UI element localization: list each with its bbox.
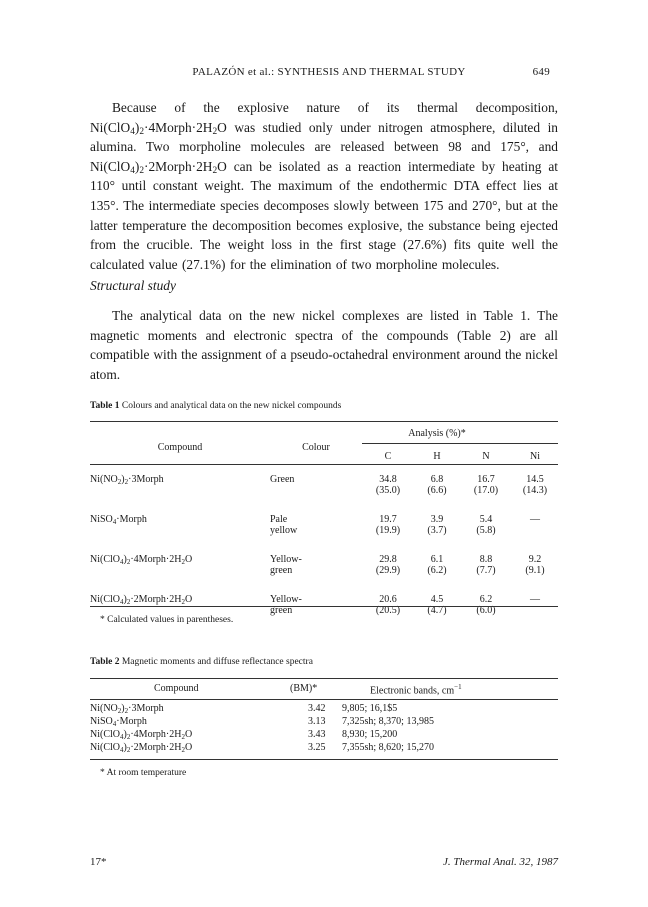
- table2-header-row: [90, 683, 558, 697]
- hydrogen-value: 6.8 (6.6): [427, 474, 447, 496]
- table1: [90, 426, 558, 468]
- text-run: ): [134, 119, 140, 135]
- magnetic-moment-value: 3.25: [308, 742, 326, 753]
- compound-formula: $Ni(ClO_4)_2\cdot 4Morph\cdot 2H_2O$: [90, 554, 193, 566]
- compound-formula: $Ni(ClO_4)_2\cdot 4Morph\cdot 2H_2O$: [90, 729, 193, 741]
- nickel-value: —: [530, 594, 540, 605]
- nitrogen-value: 16.7 (17.0): [473, 474, 499, 496]
- table2-header-rule: [90, 699, 558, 700]
- text-run: ·2Morph·2H: [144, 158, 213, 174]
- compound-formula: NiSO$_4$·Morph: [90, 514, 147, 526]
- nickel-value: 9.2 (9.1): [525, 554, 545, 576]
- text-run: O can be isolated as a reaction intermediate by heating at 110° until constant weight. The maximum of the endothermic DTA effect lies at 135°. The intermediate species decomposes slowly between 175 and 270°, but at the latter temperature the decomposition becomes explosive, the substance being ejected from the crucible. The weight loss in the first stage (27.6%) fits quite well the calculated value (27.1%) for the elimination of two morpholine molecules.: [90, 158, 558, 272]
- nickel-value: 14.5 (14.3): [522, 474, 548, 496]
- colour-value: Pale yellow: [270, 514, 298, 536]
- nitrogen-value: 8.8 (7.7): [476, 554, 496, 576]
- table-row: [90, 742, 558, 755]
- table1-header-analysis: Analysis (%)*: [408, 428, 466, 439]
- electronic-bands-value: 9,805; 16,1$5: [342, 703, 398, 714]
- table1-caption: [90, 401, 341, 411]
- table2-header-bm: (BM)*: [290, 683, 318, 694]
- nitrogen-value: 6.2 (6.0): [476, 594, 496, 616]
- compound-formula: $Ni(NO_2)_2\cdot 3Morph$: [90, 703, 164, 715]
- nickel-value: —: [530, 514, 540, 525]
- paragraph-structural-study: The analytical data on the new nickel complexes are listed in Table 1. The magnetic moments and electronic spectra of the compounds (Table 2) are all compatible with the assignment of a pseudo-octahedral environment around the nickel atom.: [90, 308, 558, 382]
- nitrogen-value: 5.4 (5.8): [476, 514, 496, 536]
- section-heading: Structural study: [90, 278, 176, 293]
- colour-value: Yellow-green: [270, 554, 302, 576]
- paragraph-thermal-decomposition: Because of the explosive nature of its thermal decomposition, $Ni(ClO_4)_2\cdot 4Morph\cdot 2H_2O$ was studied only under nitrogen atmosphere, diluted in alumina. Two morpholine molecules are released between 98 and 175°, and $Ni(ClO_4)_2\cdot 2Morph\cdot 2H_2O$ can be isolated as a reaction intermediate by heating at 110° until constant weight. The maximum of the endothermic DTA effect lies at 135°. The intermediate species decomposes slowly between 175 and 270°, but at the latter temperature the decomposition becomes explosive, the substance being ejected from the crucible. The weight loss in the first stage (27.6%) fits quite well the calculated value (27.1%) for the elimination of two morpholine molecules.: [90, 100, 558, 272]
- table2-body: [90, 703, 558, 755]
- table1-bottom-rule: [90, 606, 558, 607]
- text-run: O was studied only under nitrogen atmosphere, diluted in alumina. Two morpholine molecules are released between 98 and 175°, and Ni(ClO: [90, 119, 558, 174]
- table2-caption-text: Magnetic moments and diffuse reflectance spectra: [121, 657, 313, 667]
- table2-caption: [90, 657, 313, 667]
- carbon-value: 20.6 (20.5): [375, 594, 401, 616]
- table1-header-h: H: [414, 444, 460, 465]
- table2-header-bands: Electronic bands, $cm^{-1}$: [370, 683, 462, 697]
- table1-caption-text: Colours and analytical data on the new nickel compounds: [121, 401, 342, 411]
- magnetic-moment-value: 3.13: [308, 716, 326, 727]
- table1-header-c: C: [362, 444, 414, 465]
- table1-footnote: * Calculated values in parentheses.: [100, 615, 234, 625]
- table-row: [90, 703, 558, 716]
- table2-header-compound: Compound: [154, 683, 199, 694]
- journal-citation: J. Thermal Anal. 32, 1987: [443, 856, 558, 868]
- electronic-bands-value: 8,930; 15,200: [342, 729, 398, 740]
- compound-formula: $Ni(NO_2)_2\cdot 3Morph$: [90, 474, 164, 486]
- carbon-value: 29.8 (29.9): [375, 554, 401, 576]
- compound-formula: $Ni(ClO_4)_2\cdot 2Morph\cdot 2H_2O$: [90, 594, 193, 606]
- table1-top-rule: [90, 421, 558, 422]
- table2-bottom-rule: [90, 759, 558, 760]
- table-row: [90, 729, 558, 742]
- hydrogen-value: 3.9 (3.7): [427, 514, 447, 536]
- running-header: [108, 66, 550, 78]
- carbon-value: 34.8 (35.0): [375, 474, 401, 496]
- table1-header-ni: Ni: [512, 444, 558, 465]
- signature-mark: 17*: [90, 856, 107, 868]
- text-run: ·4Morph·2H: [144, 119, 213, 135]
- table1-header-row: [90, 426, 558, 444]
- table-row: [90, 716, 558, 729]
- magnetic-moment-value: 3.42: [308, 703, 326, 714]
- carbon-value: 19.7 (19.9): [375, 514, 401, 536]
- colour-value: Yellow-green: [270, 594, 302, 616]
- table2-footnote: * At room temperature: [100, 768, 187, 778]
- table2-label: Table 2: [90, 657, 120, 667]
- magnetic-moment-value: 3.43: [308, 729, 326, 740]
- compound-formula: $Ni(ClO_4)_2\cdot 2Morph\cdot 2H_2O$: [90, 742, 193, 754]
- colour-value: Green: [270, 474, 295, 485]
- hydrogen-value: 6.1 (6.2): [427, 554, 447, 576]
- compound-formula: NiSO$_4$·Morph: [90, 716, 147, 728]
- table1-header-compound: Compound: [157, 441, 203, 453]
- table1-header-colour: Colour: [302, 441, 330, 453]
- electronic-bands-value: 7,355sh; 8,620; 15,270: [342, 742, 434, 753]
- text-run: ): [134, 158, 140, 174]
- running-title: PALAZÓN et al.: SYNTHESIS AND THERMAL STUDY: [192, 66, 466, 78]
- table2-top-rule: [90, 678, 558, 679]
- electronic-bands-value: 7,325sh; 8,370; 13,985: [342, 716, 434, 727]
- hydrogen-value: 4.5 (4.7): [427, 594, 447, 616]
- page-number: 649: [532, 66, 550, 78]
- table1-label: Table 1: [90, 401, 120, 411]
- text-run: Because of the explosive nature of its thermal decomposition, Ni(ClO: [90, 100, 558, 135]
- table1-header-n: N: [460, 444, 512, 465]
